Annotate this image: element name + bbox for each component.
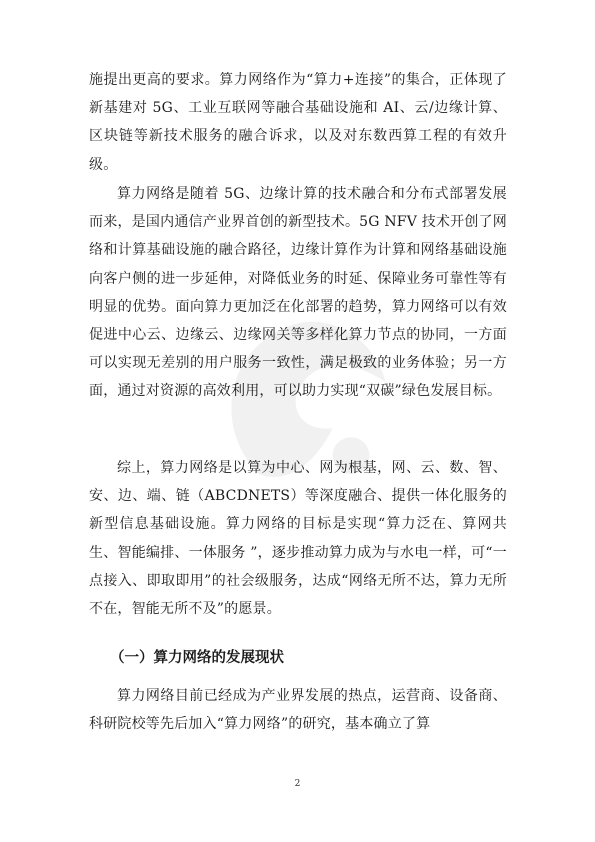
section-heading: （一）算力网络的发展现状 xyxy=(110,650,284,666)
body-paragraph-2: 算力网络是随着 5G、边缘计算的技术融合和分布式部署发展而来，是国内通信产业界首创的新型技术。5G NFV 技术开创了网络和计算基础设施的融合路径，边缘计算作为计算和网络基础设施向客户侧的进一步延伸，对降低业务的时延、保障业务可靠性等有明显的优势。面向算力更加泛在化部署的趋势，算力网络可以有效促进中心云、边缘云、边缘网关等多样化算力节点的协同，一方面可以实现无差别的用户服务一致性，满足极致的业务体验；另一方面，通过对资源的高效利用，可以助力实现“双碳”绿色发展目标。 xyxy=(89,186,507,400)
page-number: 2 xyxy=(294,779,301,789)
section-paragraph: 算力网络目前已经成为产业界发展的热点，运营商、设备商、科研院校等先后加入“算力网络”的研究，基本确立了算 xyxy=(89,688,507,733)
body-paragraph-1: 施提出更高的要求。算力网络作为“算力+连接”的集合，正体现了新基建对 5G、工业互联网等融合基础设施和 AI、云/边缘计算、区块链等新技术服务的融合诉求，以及对东数西算工程的有效升级。 xyxy=(89,72,507,173)
body-paragraph-3: 综上，算力网络是以算为中心、网为根基，网、云、数、智、安、边、端、链（ABCDNETS）等深度融合、提供一体化服务的新型信息基础设施。算力网络的目标是实现“算力泛在、算网共生、智能编排、一体服务 ”，逐步推动算力成为与水电一样，可“一点接入、即取即用”的社会级服务，达成“网络无所不达，算力无所不在，智能无所不及”的愿景。 xyxy=(89,460,507,618)
